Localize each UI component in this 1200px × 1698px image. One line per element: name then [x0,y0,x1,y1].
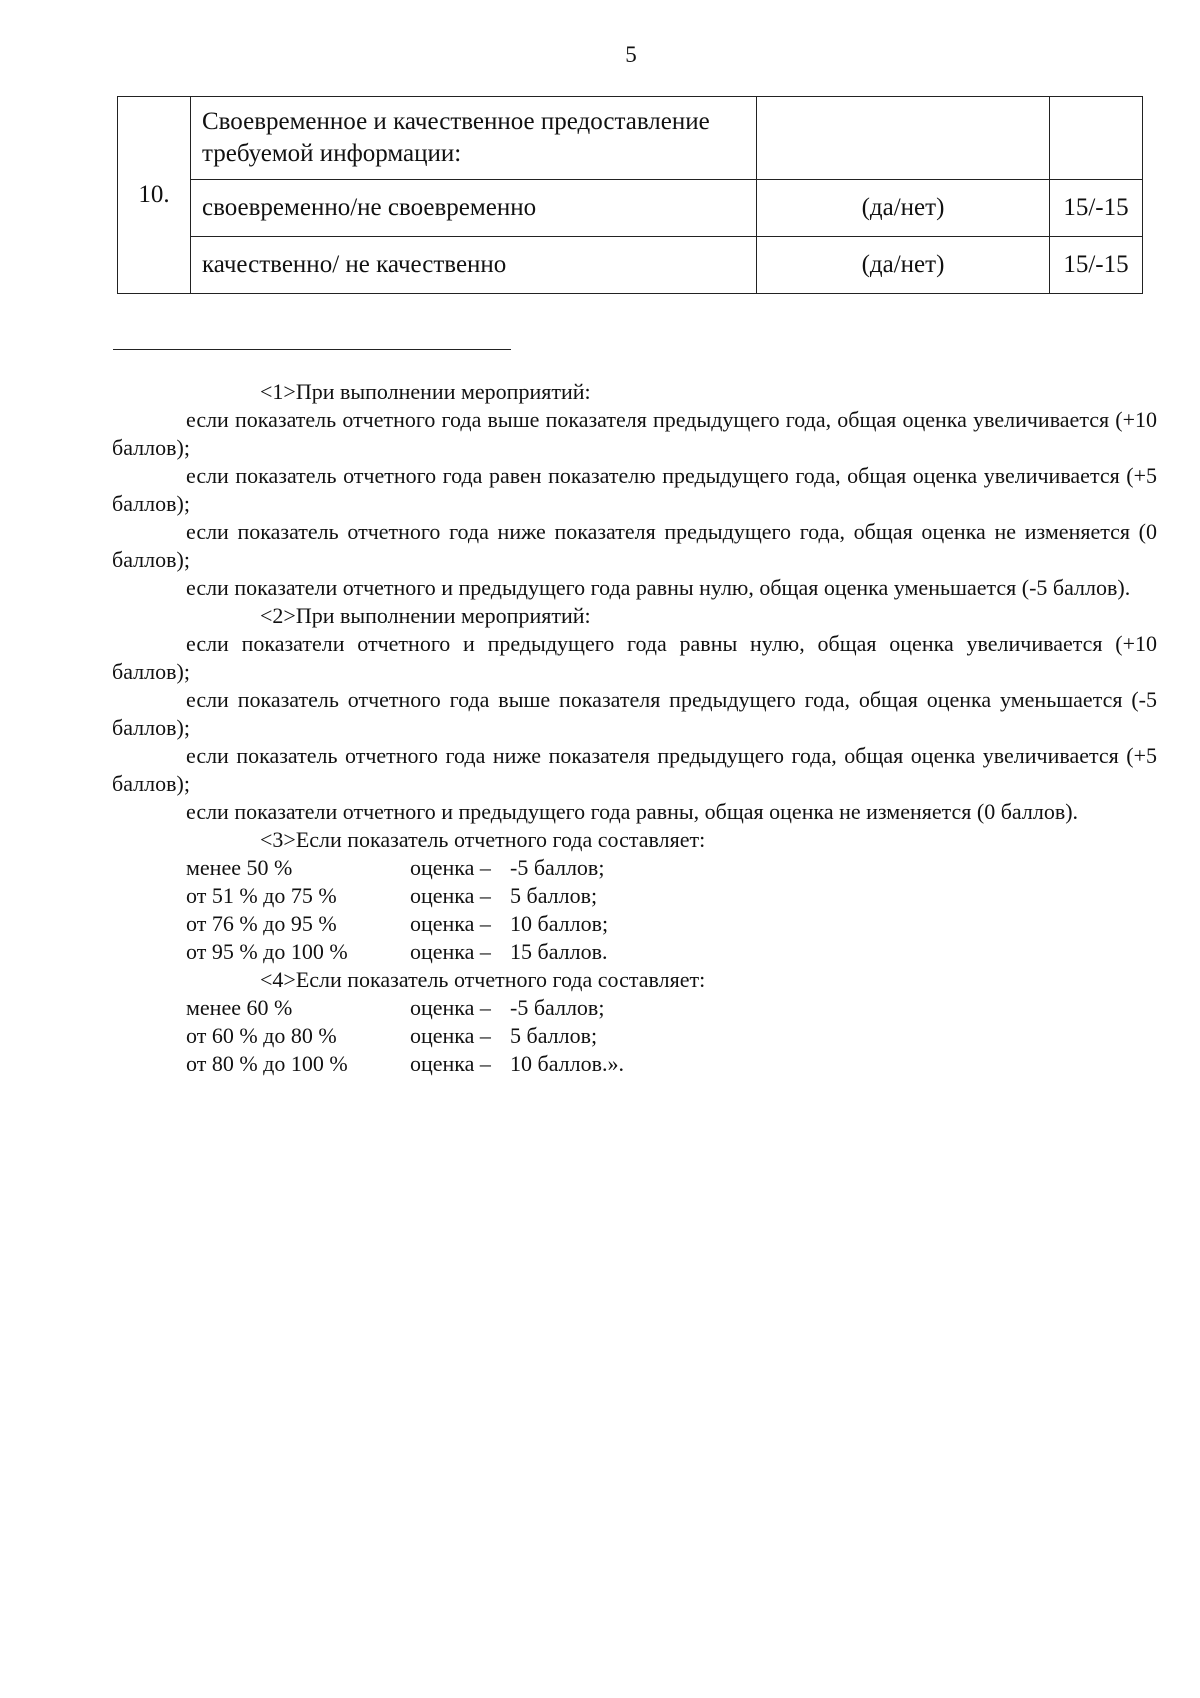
criterion-unit: (да/нет) [757,237,1050,294]
row-number: 10. [118,97,191,294]
score-label: оценка – [410,1023,491,1048]
percent-range: от 60 % до 80 % [186,1023,337,1048]
score-scale-row [186,994,1157,1022]
table-row [118,97,1143,180]
percent-range: от 95 % до 100 % [186,939,348,964]
criterion-name: качественно/ не качественно [191,237,757,294]
score-label: оценка – [410,883,491,908]
score-scale-row [186,910,1157,938]
footnote-paragraph: если показатель отчетного года ниже показателя предыдущего года, общая оценка увеличивается (+5 баллов); [112,743,1157,796]
score-label: оценка – [410,939,491,964]
criteria-table [117,96,1143,294]
footnote-marker: <2> [260,603,296,628]
score-scale-row [186,1022,1157,1050]
criterion-name: своевременно/не своевременно [191,180,757,237]
empty-cell [757,97,1050,180]
score-scale-row [186,938,1157,966]
score-points: 5 баллов; [510,1023,598,1048]
percent-range: от 76 % до 95 % [186,911,337,936]
score-points: 10 баллов; [510,911,609,936]
score-scale-row [186,1050,1157,1078]
criterion-heading: Своевременное и качественное предоставление требуемой информации: [191,97,757,180]
score-scale-row [186,882,1157,910]
footnote-1-heading [112,378,1157,406]
footnote-divider [113,349,511,350]
footnote-marker: <3> [260,827,296,852]
footnote-marker: <4> [260,967,296,992]
footnote-title: При выполнении мероприятий: [295,603,591,628]
score-label: оценка – [410,911,491,936]
footnote-paragraph: если показатели отчетного и предыдущего года равны, общая оценка не изменяется (0 баллов). [186,799,1079,824]
page-number: 5 [625,42,637,67]
footnote-paragraph: если показатели отчетного и предыдущего года равны нулю, общая оценка увеличивается (+10 баллов); [112,631,1157,684]
footnote-title: При выполнении мероприятий: [295,379,591,404]
footnote-paragraph: если показатели отчетного и предыдущего года равны нулю, общая оценка уменьшается (-5 баллов). [186,575,1131,600]
score-points: -5 баллов; [510,995,605,1020]
score-points: 10 баллов.». [510,1051,624,1076]
footnote-3-heading [112,826,1157,854]
percent-range: от 51 % до 75 % [186,883,337,908]
score-points: 15 баллов. [510,939,608,964]
percent-range: менее 60 % [186,995,293,1020]
score-points: 5 баллов; [510,883,598,908]
score-label: оценка – [410,1051,491,1076]
score-label: оценка – [410,855,491,880]
table-row [118,237,1143,294]
percent-range: от 80 % до 100 % [186,1051,348,1076]
footnote-2-heading [112,602,1157,630]
footnote-title: Если показатель отчетного года составляет: [295,967,706,992]
footnote-marker: <1> [260,379,296,404]
table-row [118,180,1143,237]
score-scale-row [186,854,1157,882]
footnote-paragraph: если показатель отчетного года выше показателя предыдущего года, общая оценка уменьшается (-5 баллов); [112,687,1157,740]
footnote-paragraph: если показатель отчетного года выше показателя предыдущего года, общая оценка увеличивается (+10 баллов); [112,407,1157,460]
score-label: оценка – [410,995,491,1020]
criterion-unit: (да/нет) [757,180,1050,237]
criterion-score: 15/-15 [1050,180,1143,237]
footnote-paragraph: если показатель отчетного года ниже показателя предыдущего года, общая оценка не изменяется (0 баллов); [112,519,1157,572]
criterion-score: 15/-15 [1050,237,1143,294]
score-points: -5 баллов; [510,855,605,880]
percent-range: менее 50 % [186,855,293,880]
footnote-4-heading [112,966,1157,994]
footnote-title: Если показатель отчетного года составляет: [295,827,706,852]
footnote-paragraph: если показатель отчетного года равен показателю предыдущего года, общая оценка увеличивается (+5 баллов); [112,463,1157,516]
footnotes [112,378,1157,1078]
empty-cell [1050,97,1143,180]
